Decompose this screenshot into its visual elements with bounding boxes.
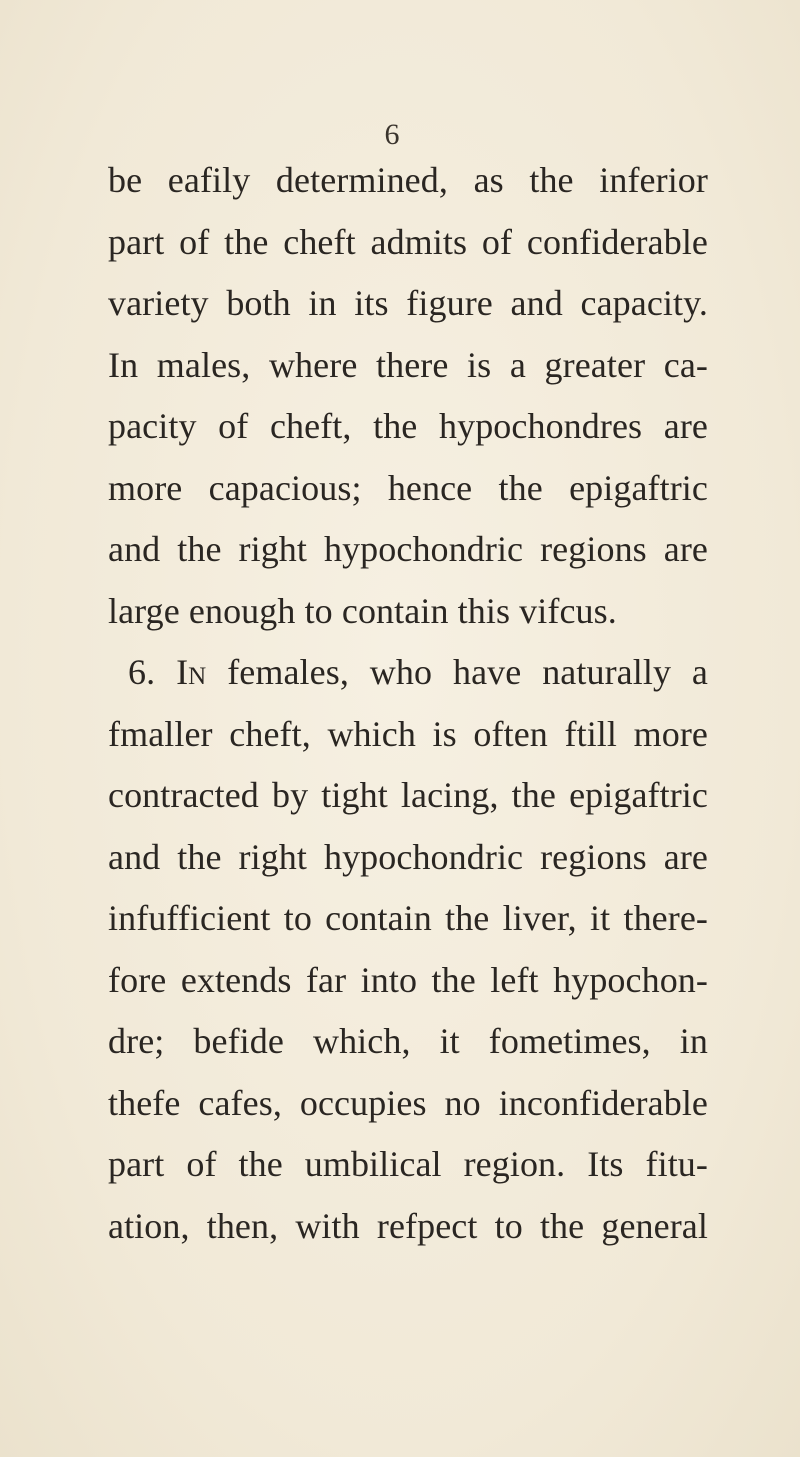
text-line: infufficient to contain the liver, it there- <box>108 898 708 938</box>
paragraph-first-line-rest: females, who have naturally a <box>227 652 708 692</box>
paragraph-lead-word: In <box>176 652 207 692</box>
text-line: In males, where there is a greater ca- <box>108 344 708 385</box>
text-line: thefe cafes, occupies no inconfiderable <box>108 1082 708 1123</box>
paragraph-number: 6. <box>128 652 156 692</box>
text-line: be eafily determined, as the inferior <box>108 160 708 200</box>
text-line: large enough to contain this vifcus. <box>108 590 617 631</box>
text-line: fmaller cheft, which is often ftill more <box>108 713 708 754</box>
text-line: pacity of cheft, the hypochondres are <box>108 406 708 446</box>
text-line: contracted by tight lacing, the epigaftric <box>108 775 708 815</box>
text-line: part of the cheft admits of confiderable <box>108 221 708 262</box>
text-line: variety both in its figure and capacity. <box>108 283 708 323</box>
text-line: fore extends far into the left hypochon- <box>108 959 708 1000</box>
text-line: more capacious; hence the epigaftric <box>108 467 708 508</box>
text-line: ation, then, with refpect to the general <box>108 1205 708 1246</box>
text-line: part of the umbilical region. Its fitu- <box>108 1144 708 1184</box>
paragraph-6-first-line <box>108 642 708 704</box>
text-line: and the right hypochondric regions are <box>108 836 708 877</box>
page-number: 6 <box>384 118 400 151</box>
text-line: and the right hypochondric regions are <box>108 529 708 569</box>
text-line: dre; befide which, it fometimes, in <box>108 1021 708 1061</box>
body-text <box>108 150 708 1257</box>
